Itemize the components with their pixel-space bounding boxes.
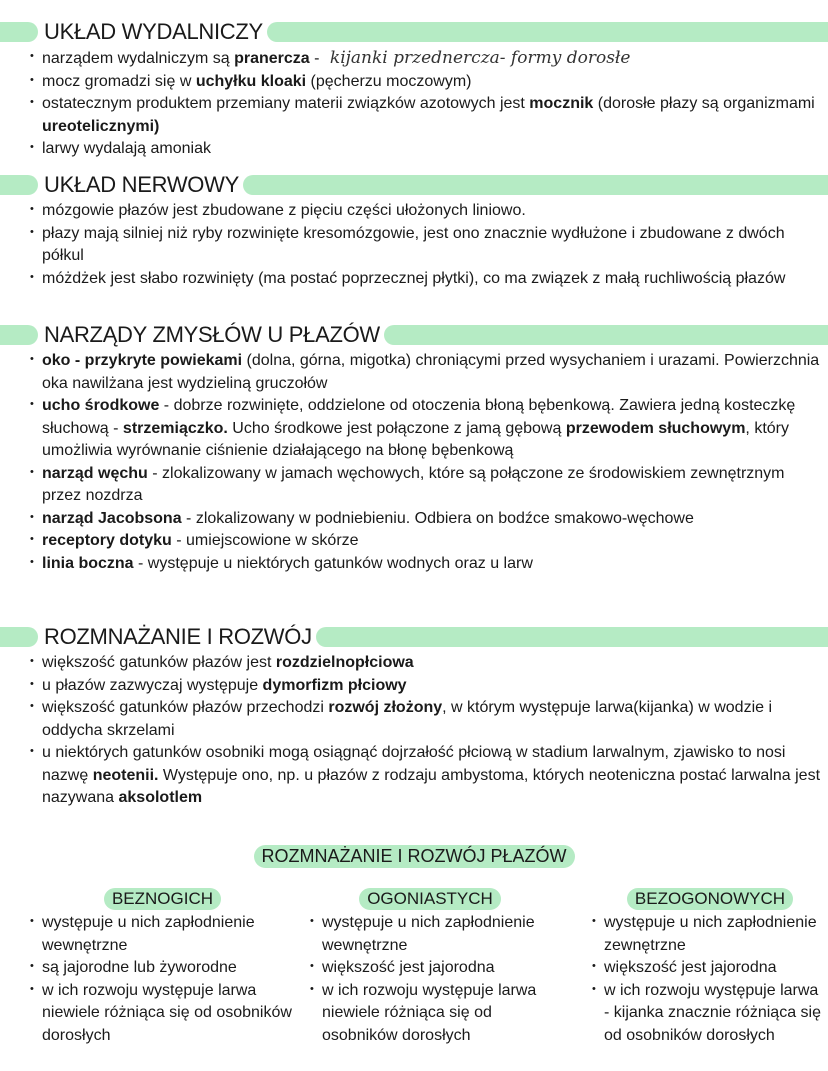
- bold-term: uchyłku kloaki: [195, 72, 307, 90]
- header-accent-left: [0, 175, 38, 195]
- section-header: [0, 624, 828, 650]
- bold-term: narząd węchu: [42, 464, 148, 482]
- column-header: [310, 888, 550, 910]
- list-item: [30, 268, 828, 291]
- list-item: • w ich rozwoju występuje larwa - kijanka znacznie różniąca się od osobników dorosłych: [592, 980, 828, 1048]
- list-item: [30, 553, 828, 576]
- column-title: OGONIASTYCH: [359, 888, 501, 910]
- bold-term: mocznik: [529, 95, 594, 112]
- column-header: [30, 888, 295, 910]
- text-segment: u płazów zazwyczaj występuje: [42, 676, 263, 694]
- bullet-list: [30, 912, 295, 1047]
- bold-term: strzemiączko.: [122, 419, 228, 437]
- bold-term: przewodem słuchowym: [565, 419, 746, 437]
- diagram-title: ROZMNAŻANIE I ROZWÓJ PŁAZÓW: [0, 845, 828, 868]
- list-item: • w ich rozwoju występuje larwa niewiele różniąca się od osobników dorosłych: [310, 980, 550, 1048]
- text-segment: mocz gromadzi się w: [42, 72, 196, 90]
- list-item: [30, 742, 828, 810]
- section-senses: [0, 322, 828, 575]
- bullet-list: [0, 200, 828, 290]
- text-segment: (pęcherzu moczowym): [306, 72, 472, 90]
- column-title: BEZNOGICH: [104, 888, 221, 910]
- list-item: [30, 93, 828, 138]
- section-excretory: [0, 19, 828, 161]
- section-header: [0, 172, 828, 198]
- bold-term: rozwój złożony: [328, 699, 443, 716]
- list-item: [30, 200, 828, 223]
- list-item: [30, 530, 828, 553]
- header-accent-left: [0, 325, 38, 345]
- bold-term: pranercza: [234, 50, 310, 67]
- text-segment: ostatecznym produktem przemiany materii związków azotowych jest: [42, 95, 530, 112]
- list-item: [30, 350, 828, 395]
- column-beznogich: [30, 888, 295, 1047]
- text-segment: narządem wydalniczym są: [42, 50, 235, 67]
- bold-term: linia boczna: [42, 554, 134, 572]
- column-ogoniastych: [310, 888, 550, 1047]
- bold-term: ureotelicznymi): [42, 117, 160, 135]
- text-segment: płazy mają silniej niż ryby rozwinięte kresomózgowie, jest ono znacznie wydłużone i zbudowane z dwóch półkul: [42, 224, 785, 264]
- list-item: • występuje u nich zapłodnienie wewnętrzne: [30, 912, 295, 957]
- bold-term: aksolotlem: [118, 789, 203, 806]
- list-item: [30, 463, 828, 508]
- list-item: • są jajorodne lub żyworodne: [30, 957, 295, 980]
- bold-term: receptory dotyku: [42, 532, 172, 549]
- column-header: [592, 888, 828, 910]
- list-item: • występuje u nich zapłodnienie wewnętrzne: [310, 912, 550, 957]
- handwritten-note: kijanki przednercza- formy dorosłe: [329, 48, 631, 68]
- list-item: [30, 652, 828, 675]
- list-item: [30, 395, 828, 463]
- text-segment: móżdżek jest słabo rozwinięty (ma postać poprzecznej płytki), co ma związek z małą ruchliwością płazów: [42, 269, 786, 287]
- text-segment: - zlokalizowany w jamach węchowych, które są połączone ze środowiskiem zewnętrznym przez nozdrza: [42, 464, 785, 504]
- text-segment: mózgowie płazów jest zbudowane z pięciu części ułożonych liniowo.: [42, 202, 526, 219]
- list-item: [30, 675, 828, 698]
- text-segment: - zlokalizowany w podniebieniu. Odbiera on bodźce smakowo-węchowe: [181, 509, 694, 527]
- text-segment: - dobrze rozwinięte, oddzielone od otoczenia błoną bębenkową. Zawiera jedną kosteczkę słuchową -: [42, 397, 796, 437]
- bold-term: narząd Jacobsona: [42, 509, 182, 527]
- text-segment: większość gatunków płazów przechodzi: [42, 699, 329, 716]
- column-bezogonowych: [592, 888, 828, 1047]
- text-segment: Ucho środkowe jest połączone z jamą gębową: [227, 419, 566, 437]
- text-segment: Występuje ono, np. u płazów z rodzaju ambystoma, których neoteniczna postać larwalna jest nazywana: [42, 766, 821, 806]
- section-title: ROZMNAŻANIE I ROZWÓJ: [44, 624, 312, 649]
- bold-term: rozdzielnopłciowa: [275, 654, 414, 671]
- header-accent-left: [0, 22, 38, 42]
- text-segment: larwy wydalają amoniak: [42, 140, 211, 157]
- text-segment: , który umożliwia wyrównanie ciśnienie działającego na błonę bębenkową: [42, 419, 789, 459]
- section-title: NARZĄDY ZMYSŁÓW U PŁAZÓW: [44, 322, 380, 347]
- text-segment: u niektórych gatunków osobniki mogą osiągnąć dojrzałość płciową w stadium larwalnym, zjawisko to nosi nazwę: [42, 744, 786, 784]
- header-accent-bar: [243, 175, 828, 195]
- header-accent-bar: [384, 325, 828, 345]
- section-title: UKŁAD WYDALNICZY: [44, 19, 263, 44]
- list-item: • występuje u nich zapłodnienie zewnętrzne: [592, 912, 828, 957]
- bold-term: oko - przykryte powiekami: [42, 352, 243, 369]
- bold-term: neotenii.: [92, 766, 159, 784]
- header-accent-bar: [267, 22, 828, 42]
- header-accent-bar: [316, 627, 828, 647]
- list-item: [30, 223, 828, 268]
- text-segment: - występuje u niektórych gatunków wodnych oraz u larw: [133, 554, 533, 572]
- header-accent-left: [0, 627, 38, 647]
- bullet-list: [0, 350, 828, 575]
- text-segment: - umiejscowione w skórze: [171, 532, 359, 549]
- section-header: [0, 19, 828, 45]
- bullet-list: [592, 912, 828, 1047]
- column-title: BEZOGONOWYCH: [627, 888, 793, 910]
- bold-term: dymorfizm płciowy: [262, 676, 407, 694]
- list-item: [30, 697, 828, 742]
- section-reproduction: [0, 624, 828, 810]
- bullet-list: [0, 47, 828, 161]
- section-nervous: [0, 172, 828, 290]
- list-item: [30, 47, 828, 71]
- bullet-list: [310, 912, 550, 1047]
- section-header: [0, 322, 828, 348]
- bold-term: ucho środkowe: [42, 397, 160, 414]
- text-segment: (dolna, górna, migotka) chroniącymi przed wysychaniem i urazami. Powierzchnia oka nawilżana jest wydzieliną gruczołów: [42, 352, 820, 392]
- text-segment: , w którym występuje larwa(kijanka) w wodzie i oddycha skrzelami: [42, 699, 773, 739]
- section-title: UKŁAD NERWOWY: [44, 172, 239, 197]
- list-item: [30, 71, 828, 94]
- bullet-list: [0, 652, 828, 810]
- list-item: • większość jest jajorodna: [310, 957, 550, 980]
- text-segment: większość gatunków płazów jest: [42, 654, 276, 671]
- list-item: [30, 138, 828, 161]
- text-segment: -: [309, 50, 324, 67]
- list-item: • większość jest jajorodna: [592, 957, 828, 980]
- list-item: • w ich rozwoju występuje larwa niewiele różniąca się od osobników dorosłych: [30, 980, 295, 1048]
- list-item: [30, 508, 828, 531]
- text-segment: (dorosłe płazy są organizmami: [593, 95, 815, 112]
